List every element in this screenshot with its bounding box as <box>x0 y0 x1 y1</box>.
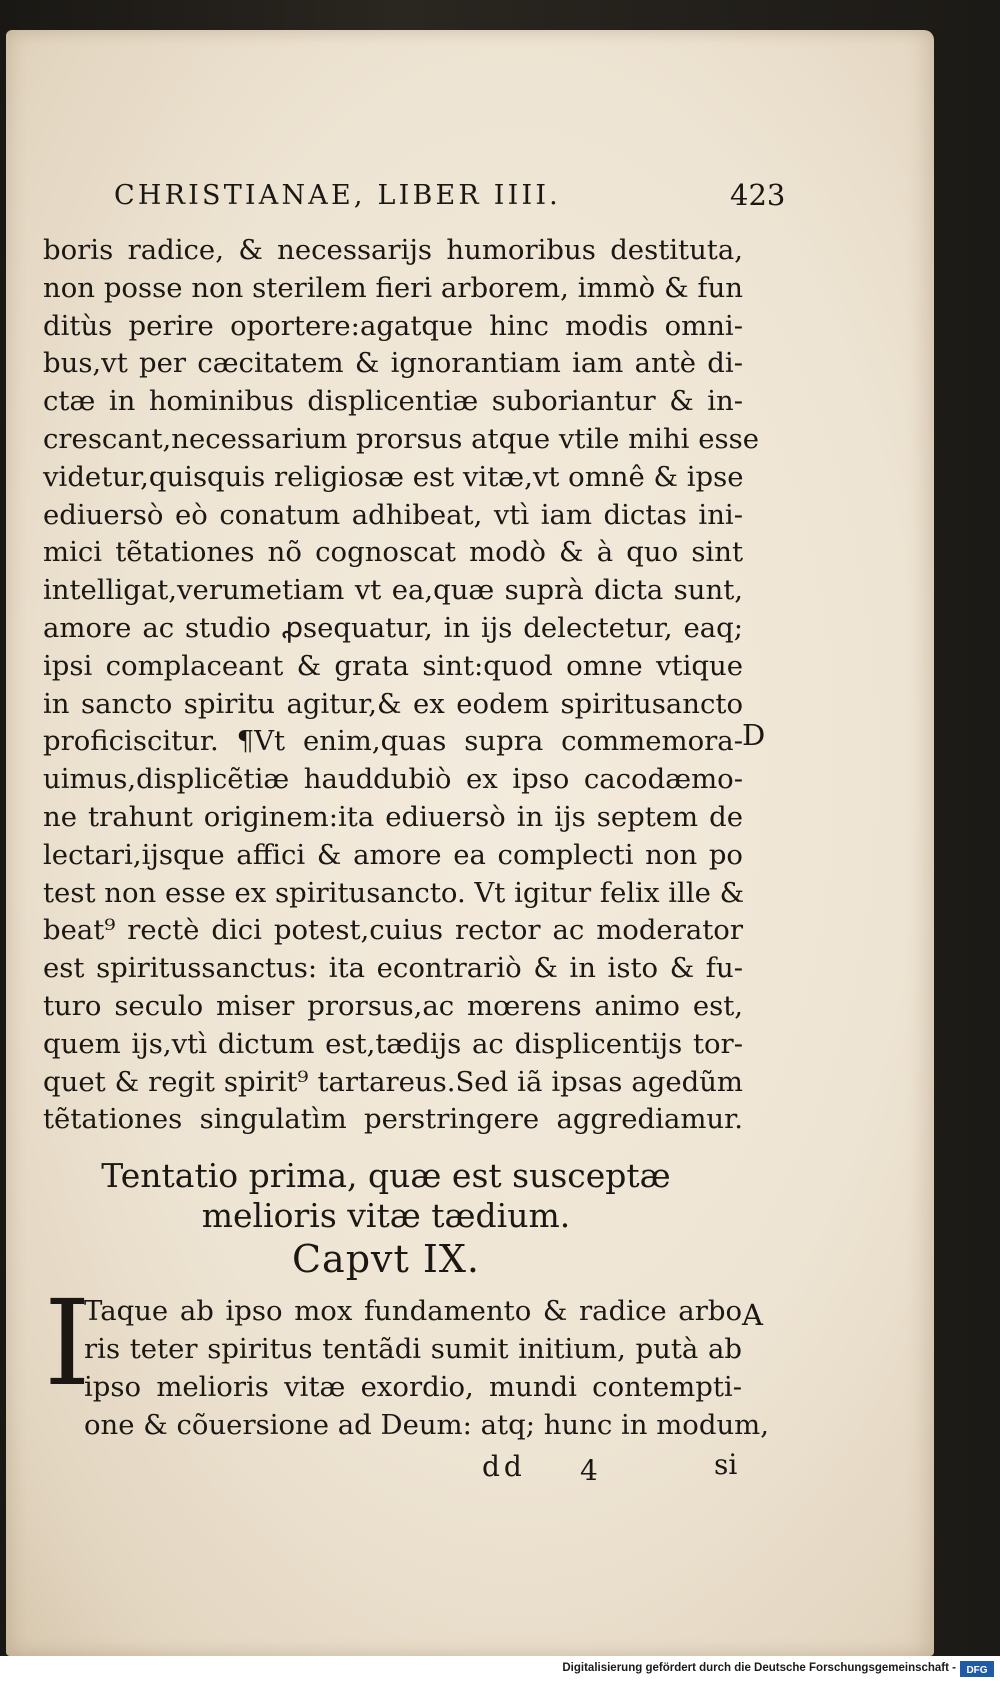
text-line: ediuersò eò conatum adhibeat, vtì iam dictas ini- <box>43 498 743 531</box>
text-line: non posse non sterilem fieri arborem, immò & fun <box>43 271 743 304</box>
text-line: intelligat,verumetiam vt ea,quæ suprà dicta sunt, <box>43 574 743 607</box>
text-line: one & cõuersione ad Deum: atq; hunc in modum, <box>84 1409 769 1441</box>
body-text <box>43 232 759 1139</box>
margin-marker-a: A <box>742 1298 763 1332</box>
text-line: crescant,necessarium prorsus atque vtile mihi esse <box>43 422 759 455</box>
text-line: quem ijs,vtì dictum est,tædijs ac displicentijs tor- <box>43 1027 743 1060</box>
logo-text: DFG <box>966 1665 988 1676</box>
drop-cap: I <box>44 1274 91 1412</box>
text-line: est spiritussanctus: ita econtrariò & in isto & fu- <box>43 952 743 985</box>
text-line: beat⁹ rectè dici potest,cuius rector ac moderator <box>43 914 743 947</box>
text-line: quet & regit spirit⁹ tartareus.Sed iã ipsas agedũm <box>43 1065 743 1098</box>
chapter-text <box>84 1292 769 1444</box>
text-line: proficiscitur. ¶Vt enim,quas supra commemora- <box>43 725 743 758</box>
text-line: boris radice, & necessarijs humoribus destituta, <box>43 234 743 266</box>
text-line: videtur,quisquis religiosæ est vitæ,vt omnê & ipse <box>43 460 744 493</box>
signature-number: 4 <box>580 1454 598 1487</box>
book-page <box>6 30 934 1656</box>
text-line: mici tẽtationes nõ cognoscat modò & à quo sint <box>43 536 743 569</box>
heading-line: Tentatio prima, quæ est susceptæ <box>101 1156 671 1195</box>
text-line: bus,vt per cæcitatem & ignorantiam iam antè di- <box>43 347 743 380</box>
text-line: turo seculo miser prorsus,ac mœrens animo est, <box>43 989 743 1022</box>
text-line: ne trahunt originem:ita ediuersò in ijs septem de <box>43 800 743 833</box>
margin-marker-d: D <box>742 718 766 752</box>
page-number: 423 <box>730 178 786 212</box>
chapter-label: Capvt IX. <box>291 1237 480 1281</box>
chapter-heading <box>66 1156 706 1282</box>
heading-line: melioris vitæ tædium. <box>201 1196 571 1235</box>
text-line: test non esse ex spiritusancto. Vt igitur felix ille & <box>43 876 745 909</box>
text-line: ris teter spiritus tentãdi sumit initium, putà ab <box>84 1333 742 1365</box>
dfg-logo-icon <box>960 1661 994 1677</box>
text-line: ipso melioris vitæ exordio, mundi contempti- <box>84 1371 742 1403</box>
text-line: amore ac studio ꝓsequatur, in ijs delectetur, eaq; <box>43 611 743 644</box>
signature-mark: dd <box>482 1450 526 1483</box>
text-line: ipsi complaceant & grata sint:quod omne vtique <box>43 649 743 682</box>
funding-credit: Digitalisierung gefördert durch die Deutsche Forschungsgemeinschaft - <box>562 1662 956 1674</box>
footer-bar <box>0 1658 1000 1682</box>
running-head: CHRISTIANAE, LIBER IIII. <box>114 180 561 211</box>
text-line: in sancto spiritu agitur,& ex eodem spiritusancto <box>43 687 743 720</box>
text-line: ditùs perire oportere:agatque hinc modis omni- <box>43 309 743 342</box>
text-line: uimus,displicẽtiæ hauddubiò ex ipso cacodæmo- <box>43 763 743 796</box>
text-line: Taque ab ipso mox fundamento & radice arbo <box>84 1295 742 1327</box>
text-line: ctæ in hominibus displicentiæ suboriantur & in- <box>43 385 743 418</box>
catchword: si <box>714 1448 738 1481</box>
text-line: tẽtationes singulatìm perstringere aggrediamur. <box>43 1103 743 1136</box>
text-line: lectari,ijsque affici & amore ea complecti non po <box>43 838 743 871</box>
